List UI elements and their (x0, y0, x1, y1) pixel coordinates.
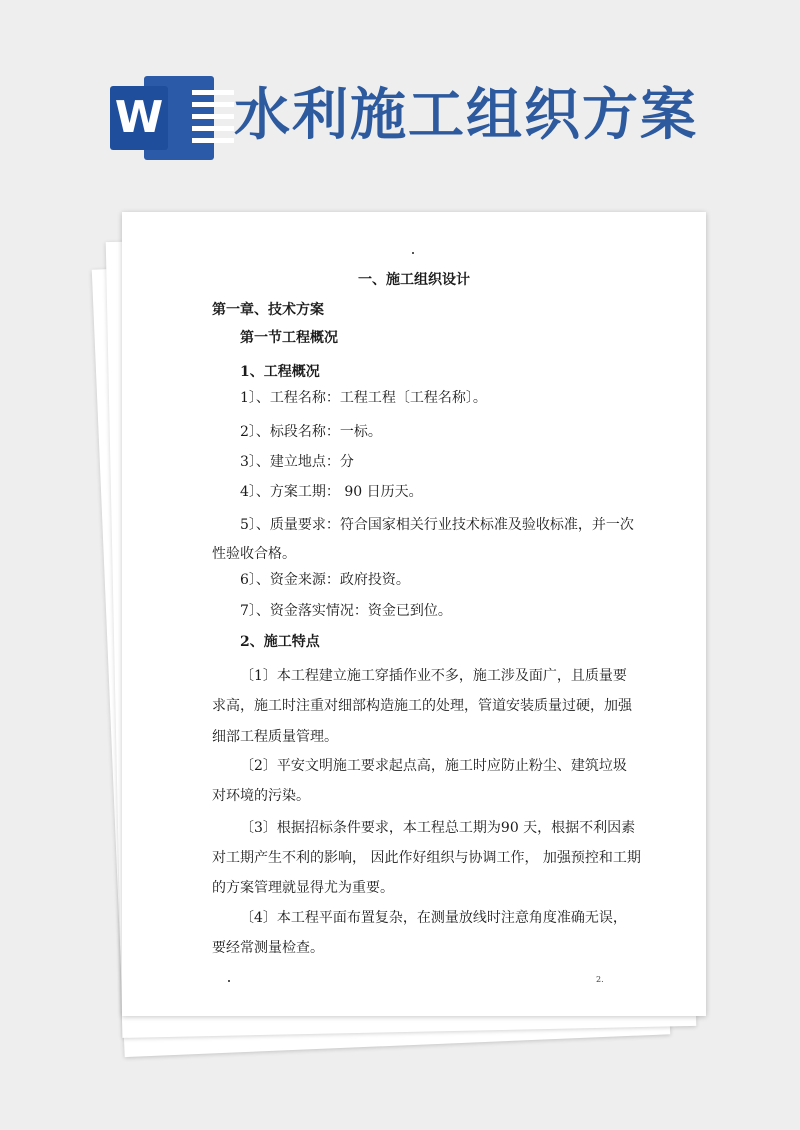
list-item: 4〕、方案工期： 90 日历天。 (240, 484, 423, 500)
list-item: 5〕、质量要求：符合国家相关行业技术标准及验收标准，并一次 (240, 517, 634, 533)
banner-title: 水利施工组织方案 (234, 83, 698, 148)
list-item: 3〕、建立地点：分 (240, 454, 354, 470)
footer-mark (228, 980, 230, 982)
word-icon-line (192, 138, 234, 143)
subsection-heading: 1、工程概况 (240, 364, 320, 380)
paragraph-line: 要经常测量检查。 (212, 940, 324, 956)
paragraph-line: 〔4〕本工程平面布置复杂，在测量放线时注意角度准确无误， (240, 910, 627, 926)
word-icon-line (192, 114, 234, 119)
list-item: 1〕、工程名称：工程工程〔工程名称〕。 (240, 390, 487, 406)
header-mark (412, 252, 414, 254)
paragraph-line: 求高，施工时注重对细部构造施工的处理，管道安装质量过硬，加强 (212, 698, 632, 714)
document-title: 一、施工组织设计 (358, 272, 470, 288)
subsection-heading: 2、施工特点 (240, 634, 320, 650)
word-document-icon (110, 76, 214, 160)
paragraph-line: 对环境的污染。 (212, 788, 310, 804)
list-item: 性验收合格。 (212, 546, 296, 562)
paragraph-line: 〔3〕根据招标条件要求，本工程总工期为90 天，根据不利因素 (240, 820, 636, 836)
paragraph-line: 细部工程质量管理。 (212, 729, 338, 745)
word-icon-letter: W (110, 86, 168, 150)
paragraph-line: 对工期产生不利的影响， 因此作好组织与协调工作， 加强预控和工期 (212, 850, 641, 866)
paragraph-line: 〔1〕本工程建立施工穿插作业不多，施工涉及面广，且质量要 (240, 668, 627, 684)
paragraph-line: 的方案管理就显得尤为重要。 (212, 880, 394, 896)
list-item: 7〕、资金落实情况：资金已到位。 (240, 603, 452, 619)
word-icon-line (192, 102, 234, 107)
document-page (122, 212, 706, 1016)
list-item: 6〕、资金来源：政府投资。 (240, 572, 410, 588)
page-number: 2. (596, 975, 604, 984)
paragraph-line: 〔2〕平安文明施工要求起点高，施工时应防止粉尘、建筑垃圾 (240, 758, 627, 774)
header-banner (0, 0, 800, 200)
list-item: 2〕、标段名称：一标。 (240, 424, 382, 440)
word-icon-line (192, 90, 234, 95)
chapter-heading: 第一章、技术方案 (212, 302, 324, 318)
section-heading: 第一节工程概况 (240, 330, 338, 346)
word-icon-line (192, 126, 234, 131)
